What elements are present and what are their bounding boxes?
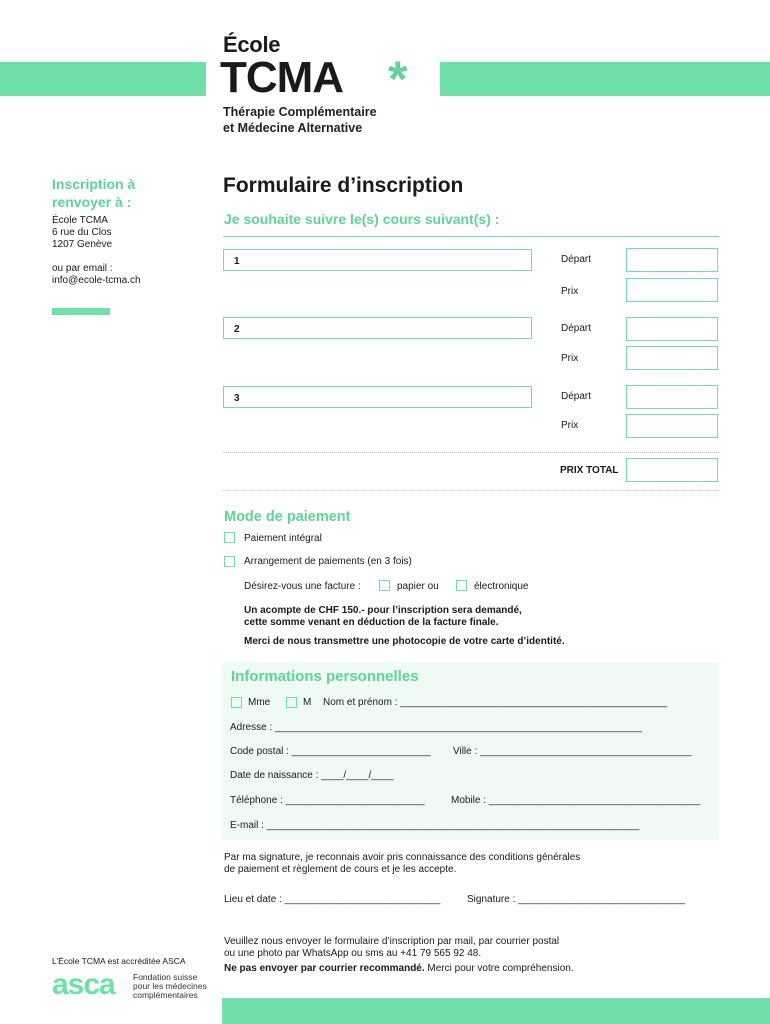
address-line: 1207 Genève bbox=[52, 239, 113, 250]
address-line: École TCMA bbox=[52, 215, 108, 226]
email-field[interactable]: E-mail : ___________________________________________________________________ bbox=[230, 820, 640, 831]
prix-total-label: PRIX TOTAL bbox=[560, 465, 619, 476]
accreditation-text: L’École TCMA est accréditée ASCA bbox=[52, 956, 186, 966]
place-date-field[interactable]: Lieu et date : ____________________________ bbox=[224, 894, 441, 905]
m-label: M bbox=[303, 697, 312, 708]
birth-date-field[interactable]: Date de naissance : ____/____/____ bbox=[230, 770, 394, 781]
sidebar-address bbox=[52, 215, 112, 251]
logo-tcma: TCMA bbox=[220, 53, 344, 102]
phone-field[interactable]: Téléphone : _________________________ bbox=[230, 795, 425, 806]
m-checkbox[interactable] bbox=[286, 697, 297, 708]
signature-statement bbox=[224, 852, 580, 876]
mme-checkbox[interactable] bbox=[231, 697, 242, 708]
depart-label: Départ bbox=[561, 254, 592, 265]
payment-full-label: Paiement intégral bbox=[244, 533, 322, 544]
header-band-left bbox=[0, 62, 206, 96]
city-field[interactable]: Ville : ______________________________________ bbox=[453, 746, 692, 757]
signature-statement-line1: Par ma signature, je reconnais avoir pris connaissance des conditions générales bbox=[224, 852, 581, 863]
asca-subtitle-line: complémentaires bbox=[133, 990, 198, 1000]
asca-logo: asca bbox=[52, 968, 115, 1001]
divider bbox=[223, 236, 719, 237]
logo-subtitle-line2: et Médecine Alternative bbox=[223, 121, 363, 135]
email-link[interactable]: info@ecole-tcma.ch bbox=[52, 275, 141, 286]
invoice-electronic-checkbox[interactable] bbox=[456, 580, 467, 591]
email-label: ou par email : bbox=[52, 263, 113, 274]
invoice-paper-checkbox[interactable] bbox=[379, 580, 390, 591]
payment-arrangement-checkbox[interactable] bbox=[224, 556, 235, 567]
deposit-note-line1: Un acompte de CHF 150.- pour l’inscription sera demandé, bbox=[244, 605, 522, 616]
invoice-electronic-label: électronique bbox=[474, 581, 529, 592]
signature-field[interactable]: Signature : ______________________________ bbox=[467, 894, 685, 905]
sidebar-email-block bbox=[52, 263, 141, 287]
deposit-note-line2: cette somme venant en déduction de la facture finale. bbox=[244, 617, 499, 628]
sidebar-accent-bar bbox=[52, 308, 110, 315]
prix-input-2[interactable] bbox=[626, 346, 718, 370]
depart-input-2[interactable] bbox=[626, 317, 718, 341]
payment-arrangement-label: Arrangement de paiements (en 3 fois) bbox=[244, 556, 412, 567]
prix-input-3[interactable] bbox=[626, 414, 718, 438]
footer-band bbox=[222, 998, 770, 1024]
asca-subtitle-line: Fondation suisse bbox=[133, 972, 198, 982]
prix-input-1[interactable] bbox=[626, 278, 718, 302]
logo-subtitle bbox=[223, 104, 377, 136]
thanks-text: Merci pour votre compréhension. bbox=[424, 963, 574, 974]
mme-label: Mme bbox=[248, 697, 271, 708]
course-field-2[interactable]: 2 bbox=[223, 317, 532, 339]
page-title: Formulaire d’inscription bbox=[223, 174, 464, 197]
registered-mail-warning: Ne pas envoyer par courrier recommandé. bbox=[224, 963, 425, 974]
name-field[interactable]: Nom et prénom : ________________________________________________ bbox=[323, 697, 668, 708]
payment-section-title: Mode de paiement bbox=[224, 509, 351, 525]
prix-label: Prix bbox=[561, 286, 579, 297]
logo-ecole: École bbox=[223, 32, 281, 57]
invoice-paper-label: papier ou bbox=[397, 581, 439, 592]
depart-label: Départ bbox=[561, 391, 592, 402]
asca-subtitle-line: pour les médecines bbox=[133, 981, 207, 991]
logo-subtitle-line1: Thérapie Complémentaire bbox=[223, 105, 377, 119]
mobile-field[interactable]: Mobile : ______________________________________ bbox=[451, 795, 701, 806]
invoice-question: Désirez-vous une facture : bbox=[244, 581, 361, 592]
signature-statement-line2: de paiement et règlement de cours et je les accepte. bbox=[224, 864, 457, 875]
send-instructions-line2: ou une photo par WhatsApp ou sms au +41 79 565 92 48. bbox=[224, 948, 482, 959]
prix-label: Prix bbox=[561, 420, 579, 431]
prix-label: Prix bbox=[561, 353, 579, 364]
header-band-right bbox=[440, 62, 770, 96]
postal-code-field[interactable]: Code postal : _________________________ bbox=[230, 746, 431, 757]
send-instructions bbox=[224, 936, 559, 960]
address-field[interactable]: Adresse : __________________________________________________________________ bbox=[230, 722, 643, 733]
payment-full-checkbox[interactable] bbox=[224, 532, 235, 543]
dotted-divider bbox=[223, 452, 719, 453]
courses-section-title: Je souhaite suivre le(s) cours suivant(s) : bbox=[224, 211, 500, 227]
depart-input-1[interactable] bbox=[626, 248, 718, 272]
dotted-divider bbox=[223, 490, 719, 491]
deposit-note bbox=[244, 605, 522, 629]
logo-star-icon: * bbox=[388, 51, 408, 107]
sidebar-title-line2: renvoyer à : bbox=[52, 194, 132, 210]
asca-subtitle bbox=[133, 973, 207, 1000]
address-line: 6 rue du Clos bbox=[52, 227, 112, 238]
course-field-1[interactable]: 1 bbox=[223, 249, 532, 271]
personal-info-title: Informations personnelles bbox=[231, 668, 419, 685]
registered-mail-note bbox=[224, 963, 574, 975]
prix-total-input[interactable] bbox=[626, 458, 718, 482]
send-instructions-line1: Veuillez nous envoyer le formulaire d’inscription par mail, par courrier postal bbox=[224, 936, 560, 947]
id-copy-note: Merci de nous transmettre une photocopie de votre carte d’identité. bbox=[244, 636, 565, 647]
sidebar-title bbox=[52, 175, 135, 211]
depart-label: Départ bbox=[561, 323, 592, 334]
depart-input-3[interactable] bbox=[626, 385, 718, 409]
sidebar-title-line1: Inscription à bbox=[52, 176, 136, 192]
course-field-3[interactable]: 3 bbox=[223, 386, 532, 408]
